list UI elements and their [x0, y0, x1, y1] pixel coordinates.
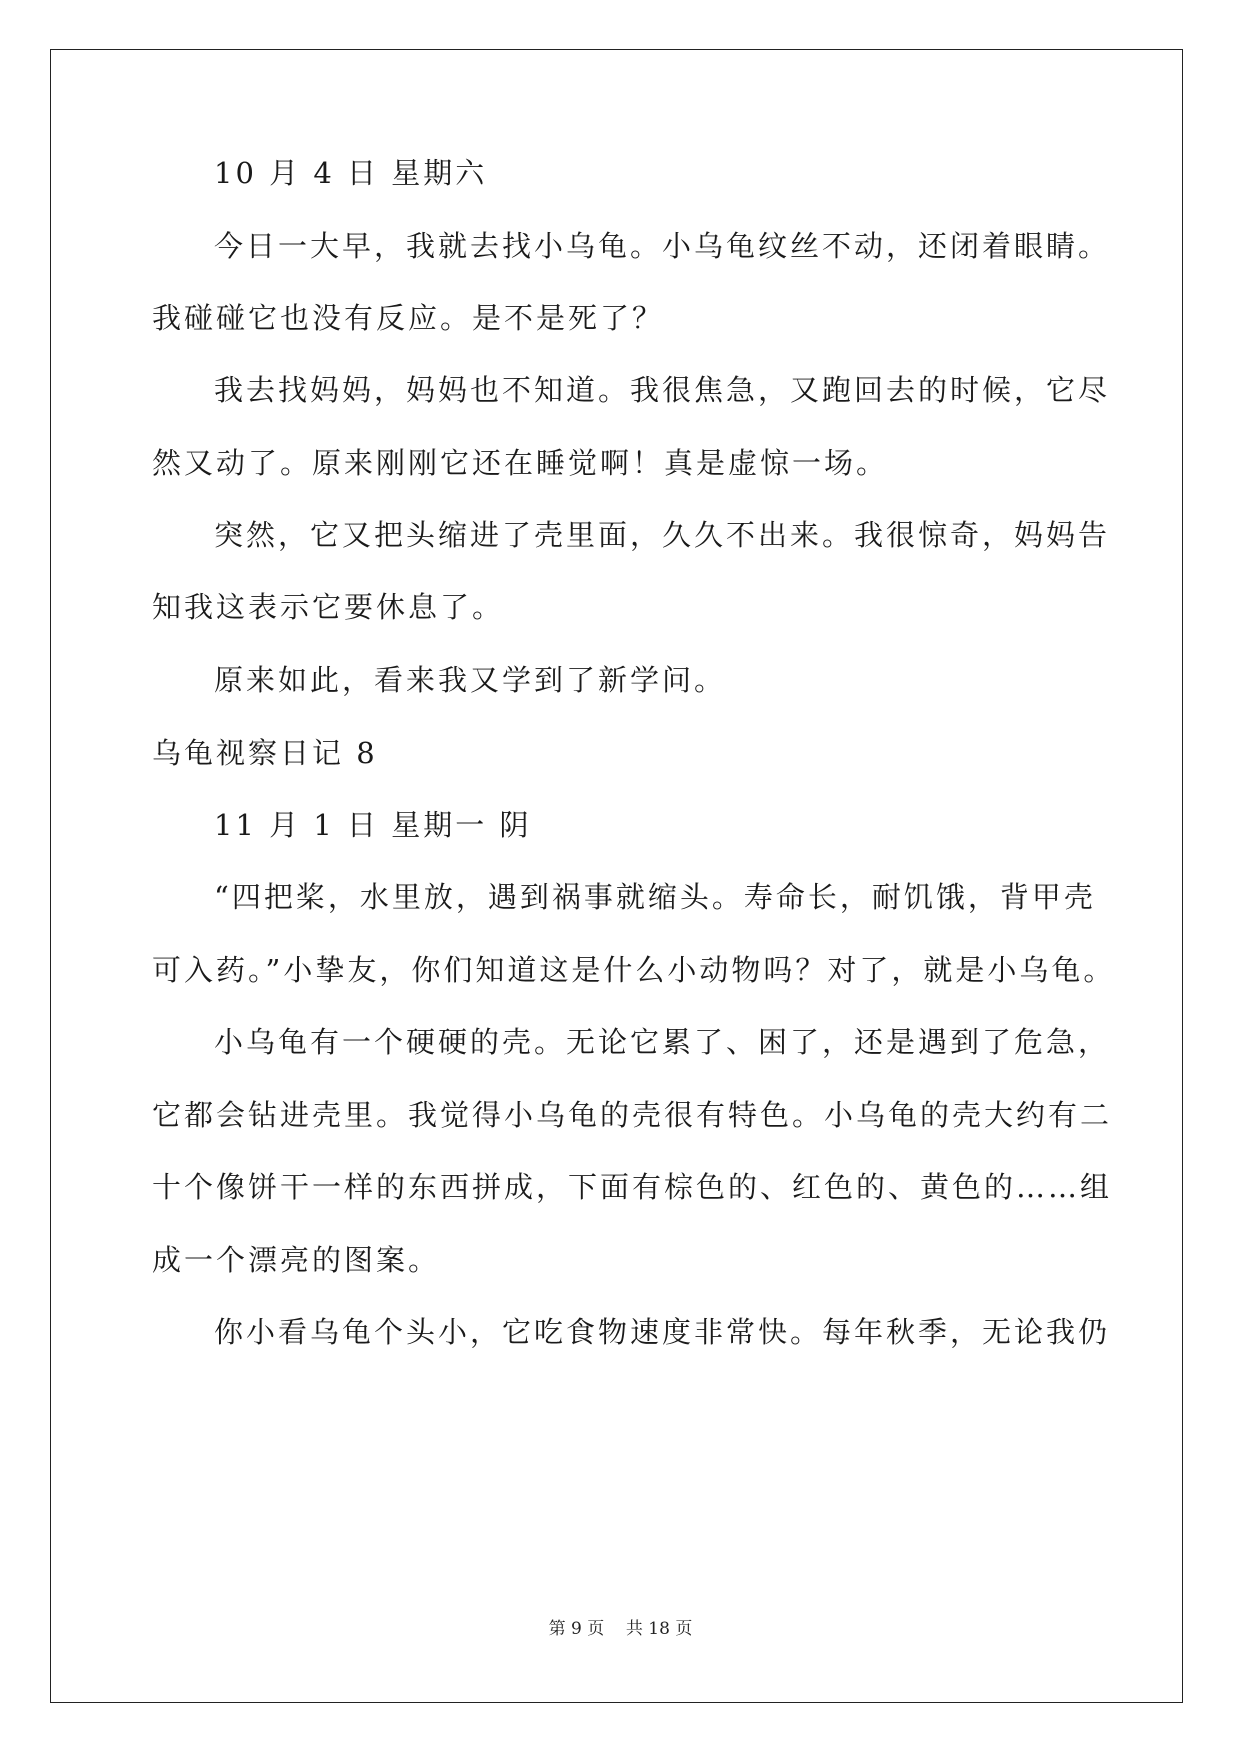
section-title: 乌龟视察日记 8 — [152, 736, 378, 770]
page-number: 第 9 页 — [548, 1619, 605, 1639]
paragraph-line: 十个像饼干一样的东西拼成，下面有棕色的、红色的、黄色的……组 — [152, 1170, 1113, 1204]
diary-date-nov1: 11 月 1 日 星期一 阴 — [214, 808, 532, 842]
diary-date-oct4: 10 月 4 日 星期六 — [214, 156, 488, 190]
paragraph-line: 它都会钻进壳里。我觉得小乌龟的壳很有特色。小乌龟的壳大约有二 — [152, 1098, 1113, 1132]
paragraph-line: 我去找妈妈，妈妈也不知道。我很焦急，又跑回去的时候，它尽 — [214, 373, 1111, 407]
paragraph-line: 突然，它又把头缩进了壳里面，久久不出来。我很惊奇，妈妈告 — [214, 518, 1111, 552]
paragraph-line: 今日一大早，我就去找小乌龟。小乌龟纹丝不动，还闭着眼睛。 — [214, 229, 1111, 263]
paragraph-line: 你小看乌龟个头小，它吃食物速度非常快。每年秋季，无论我仍 — [214, 1315, 1111, 1349]
page-total: 共 18 页 — [625, 1619, 693, 1639]
paragraph-line: 可入药。”小挚友，你们知道这是什么小动物吗？对了，就是小乌龟。 — [152, 953, 1116, 987]
paragraph-line: 成一个漂亮的图案。 — [152, 1243, 441, 1277]
page-footer — [0, 1617, 1241, 1641]
paragraph-line: 小乌龟有一个硬硬的壳。无论它累了、困了，还是遇到了危急， — [214, 1025, 1111, 1059]
paragraph-line: 然又动了。原来刚刚它还在睡觉啊！真是虚惊一场。 — [152, 446, 889, 480]
paragraph-line: 原来如此，看来我又学到了新学问。 — [214, 663, 727, 697]
paragraph-line: “四把桨，水里放，遇到祸事就缩头。寿命长，耐饥饿，背甲壳 — [214, 880, 1096, 914]
paragraph-line: 我碰碰它也没有反应。是不是死了？ — [152, 301, 665, 335]
paragraph-line: 知我这表示它要休息了。 — [152, 590, 505, 624]
